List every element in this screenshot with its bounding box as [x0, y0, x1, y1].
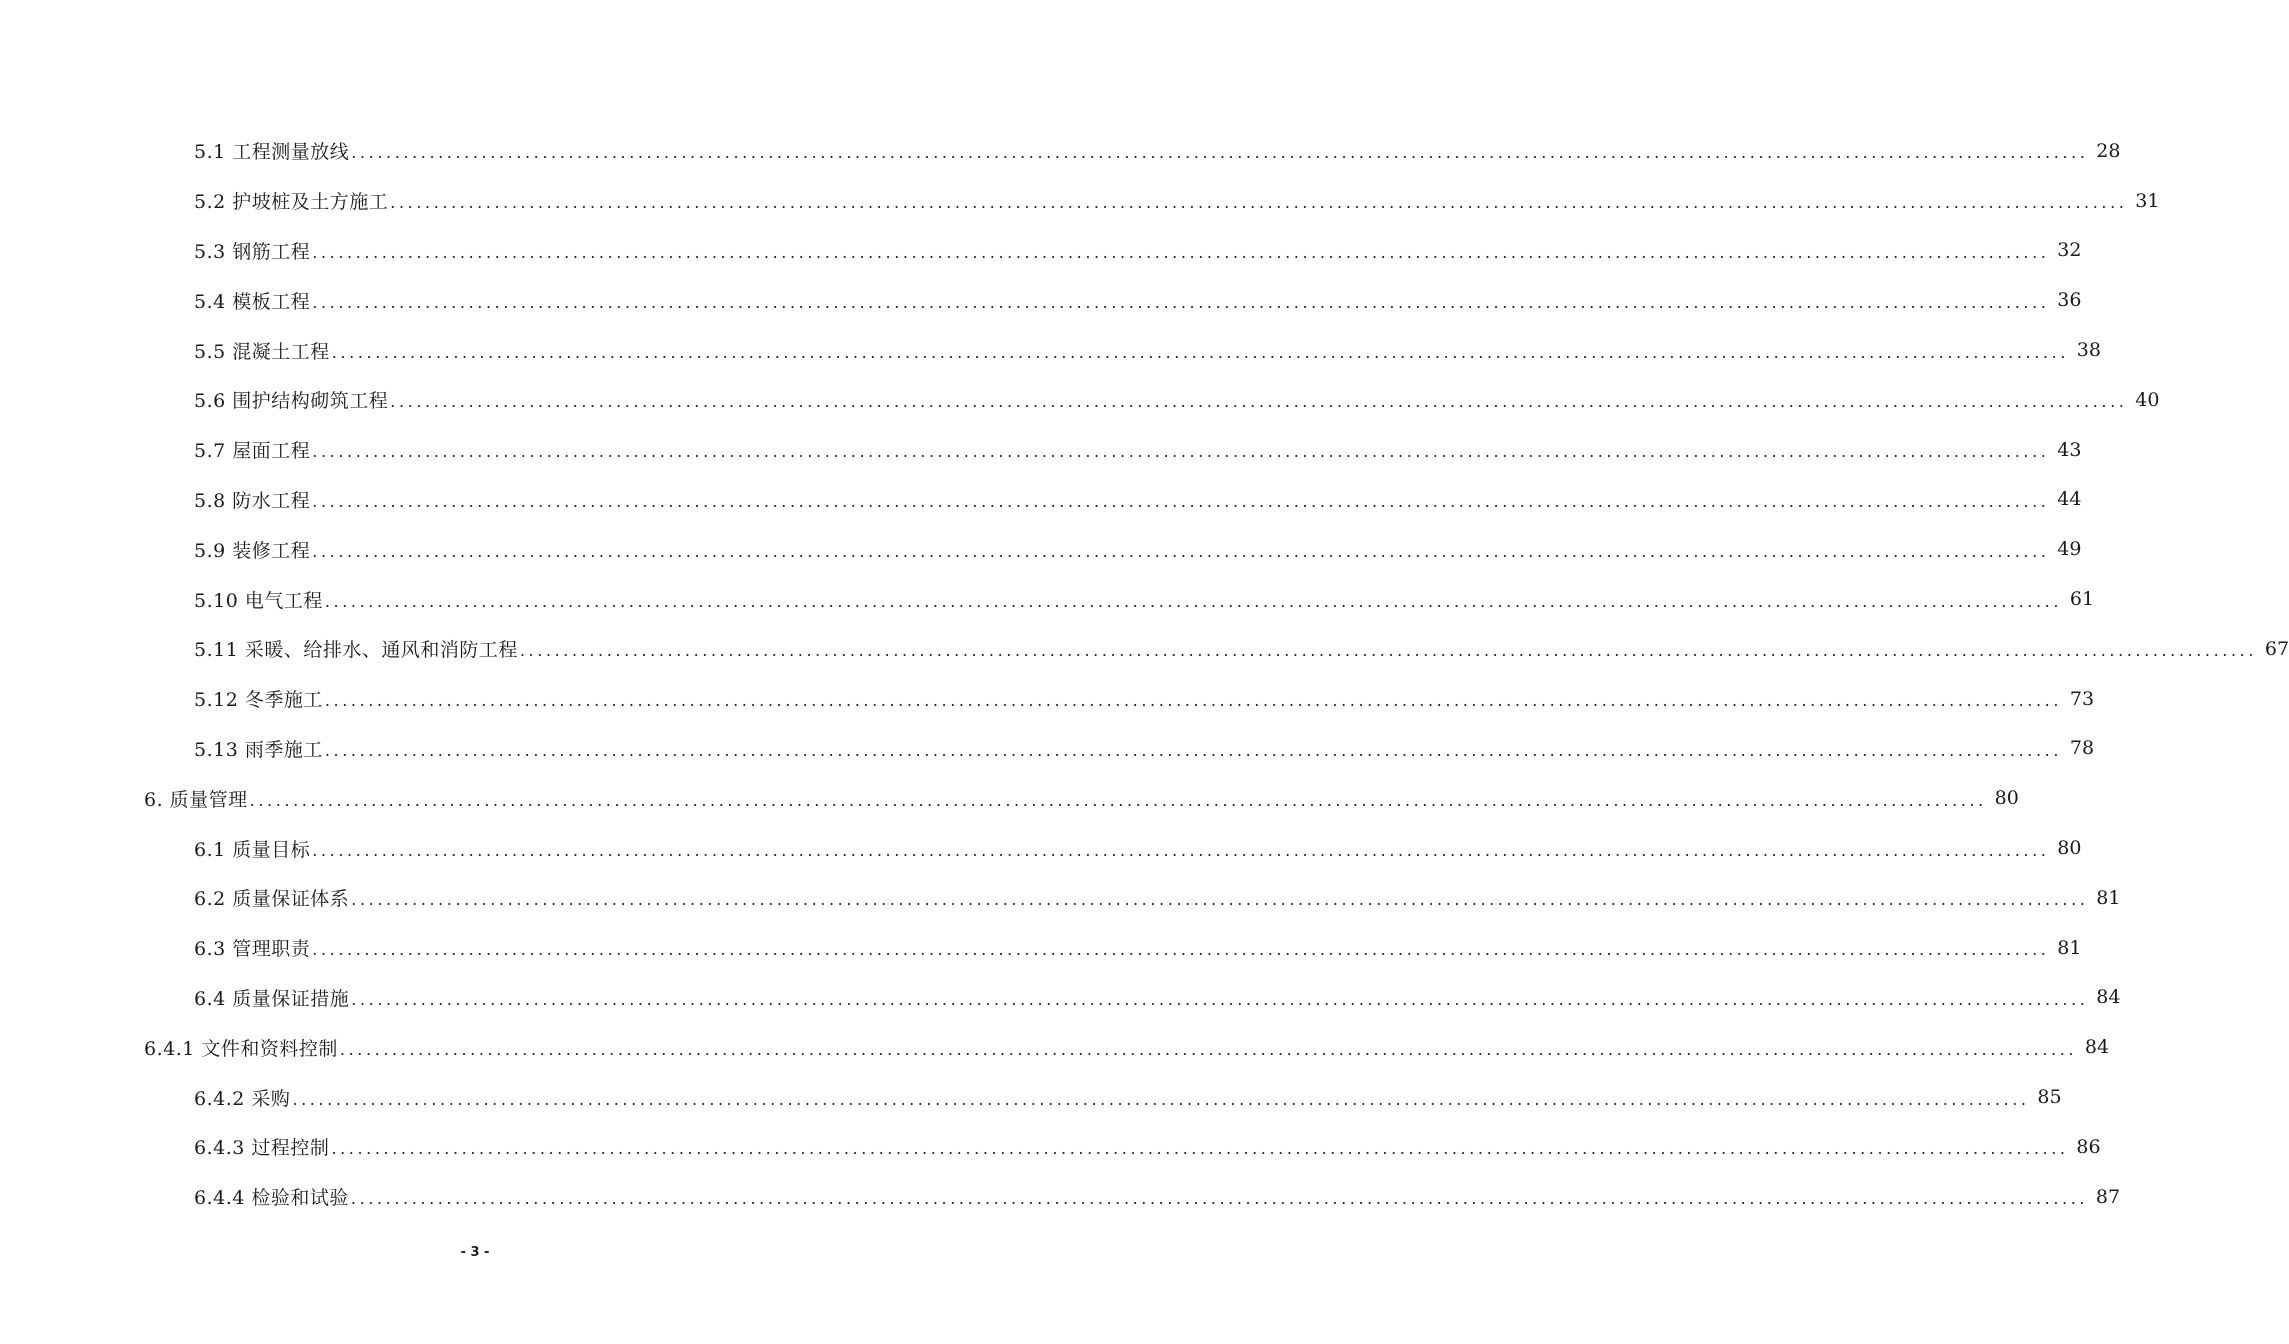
toc-entry[interactable] — [0, 524, 2082, 574]
toc-dot-leader: ........................................................................................................................................................................................................ — [312, 442, 2050, 462]
toc-entry[interactable] — [0, 275, 2082, 325]
toc-entry-label: 6.3 管理职责 — [194, 938, 311, 961]
toc-entry-page-number: 86 — [2076, 1135, 2101, 1158]
toc-entry-label: 5.5 混凝土工程 — [194, 340, 330, 363]
toc-entry[interactable] — [0, 375, 2160, 425]
toc-entry-page-number: 43 — [2057, 438, 2082, 461]
toc-entry-page-number: 80 — [2057, 837, 2082, 860]
toc-entry-page-number: 67 — [2264, 637, 2289, 660]
toc-entry-label: 5.3 钢筋工程 — [194, 240, 311, 263]
toc-entry-label: 6.4.3 过程控制 — [194, 1137, 330, 1160]
toc-dot-leader: ........................................................................................................................................................................................................ — [249, 790, 1987, 810]
toc-entry-page-number: 49 — [2057, 538, 2082, 561]
toc-dot-leader: ........................................................................................................................................................................................................ — [312, 292, 2050, 312]
toc-entry[interactable] — [0, 475, 2082, 525]
toc-entry-label: 6.1 质量目标 — [194, 838, 311, 861]
toc-entry[interactable] — [0, 1172, 2121, 1222]
toc-entry-label: 6.4.4 检验和试验 — [194, 1187, 349, 1210]
toc-dot-leader: ........................................................................................................................................................................................................ — [351, 890, 2089, 910]
toc-entry-label: 5.7 屋面工程 — [194, 440, 311, 463]
toc-entry-label: 6.2 质量保证体系 — [194, 888, 350, 911]
toc-dot-leader: ........................................................................................................................................................................................................ — [351, 989, 2089, 1009]
toc-entry[interactable] — [0, 176, 2160, 226]
toc-entry-page-number: 73 — [2069, 687, 2095, 710]
toc-entry-label: 5.10 电气工程 — [194, 589, 323, 612]
toc-entry[interactable] — [0, 425, 2082, 475]
toc-dot-leader: ........................................................................................................................................................................................................ — [312, 491, 2050, 511]
toc-entry-page-number: 80 — [1994, 787, 2019, 810]
toc-dot-leader: ........................................................................................................................................................................................................ — [312, 940, 2050, 960]
toc-dot-leader: ........................................................................................................................................................................................................ — [331, 1139, 2069, 1159]
toc-entry[interactable] — [0, 674, 2095, 724]
toc-entry[interactable] — [0, 1022, 2110, 1072]
toc-entry[interactable] — [0, 873, 2121, 923]
toc-entry-label: 5.12 冬季施工 — [194, 689, 323, 712]
toc-entry[interactable] — [0, 126, 2121, 176]
toc-entry[interactable] — [0, 823, 2082, 873]
toc-entry-page-number: 31 — [2135, 189, 2160, 212]
toc-entry[interactable] — [0, 724, 2095, 774]
toc-entry-page-number: 84 — [2084, 1036, 2110, 1059]
toc-entry[interactable] — [0, 1072, 2062, 1122]
toc-entry-page-number: 28 — [2096, 139, 2121, 162]
toc-entry-page-number: 85 — [2037, 1086, 2062, 1109]
toc-dot-leader: ........................................................................................................................................................................................................ — [324, 591, 2063, 611]
toc-entry[interactable] — [0, 624, 2289, 674]
toc-dot-leader: ........................................................................................................................................................................................................ — [312, 242, 2050, 262]
toc-dot-leader: ........................................................................................................................................................................................................ — [351, 143, 2089, 163]
toc-entry-label: 5.6 围护结构砌筑工程 — [194, 390, 389, 413]
table-of-contents — [0, 126, 2289, 1222]
toc-dot-leader: ........................................................................................................................................................................................................ — [312, 840, 2050, 860]
toc-entry-page-number: 38 — [2076, 339, 2101, 362]
toc-entry-label: 5.2 护坡桩及土方施工 — [194, 191, 389, 214]
page-number-footer: - 3 - — [460, 1245, 490, 1260]
toc-entry-page-number: 40 — [2135, 388, 2160, 411]
toc-dot-leader: ........................................................................................................................................................................................................ — [324, 691, 2063, 711]
toc-dot-leader: ........................................................................................................................................................................................................ — [339, 1039, 2078, 1059]
toc-entry-label: 6.4.1 文件和资料控制 — [144, 1037, 338, 1060]
toc-dot-leader: ........................................................................................................................................................................................................ — [390, 392, 2128, 412]
toc-entry-label: 6. 质量管理 — [144, 788, 248, 811]
toc-entry-label: 5.13 雨季施工 — [194, 738, 323, 761]
toc-dot-leader: ........................................................................................................................................................................................................ — [390, 193, 2128, 213]
toc-entry-page-number: 87 — [2095, 1185, 2121, 1208]
toc-entry-label: 5.9 装修工程 — [194, 539, 311, 562]
toc-dot-leader: ........................................................................................................................................................................................................ — [519, 641, 2258, 661]
toc-entry-page-number: 78 — [2069, 737, 2095, 760]
toc-entry[interactable] — [0, 1122, 2101, 1172]
toc-entry-page-number: 81 — [2096, 886, 2121, 909]
toc-entry-label: 5.4 模板工程 — [194, 290, 311, 313]
toc-entry[interactable] — [0, 574, 2095, 624]
toc-dot-leader: ........................................................................................................................................................................................................ — [292, 1089, 2030, 1109]
toc-entry-label: 5.11 采暖、给排水、通风和消防工程 — [194, 639, 518, 662]
toc-dot-leader: ........................................................................................................................................................................................................ — [331, 342, 2069, 362]
toc-entry-page-number: 32 — [2057, 239, 2082, 262]
toc-entry-label: 5.1 工程测量放线 — [194, 141, 350, 164]
toc-entry[interactable] — [0, 325, 2101, 375]
toc-dot-leader: ........................................................................................................................................................................................................ — [350, 1189, 2089, 1209]
toc-dot-leader: ........................................................................................................................................................................................................ — [324, 740, 2063, 760]
toc-dot-leader: ........................................................................................................................................................................................................ — [312, 541, 2050, 561]
toc-entry[interactable] — [0, 973, 2121, 1023]
toc-entry[interactable] — [0, 773, 2019, 823]
toc-entry-page-number: 84 — [2096, 986, 2121, 1009]
toc-entry[interactable] — [0, 226, 2082, 276]
toc-entry[interactable] — [0, 923, 2082, 973]
toc-entry-label: 6.4.2 采购 — [194, 1087, 291, 1110]
toc-entry-page-number: 36 — [2057, 289, 2082, 312]
toc-entry-label: 6.4 质量保证措施 — [194, 987, 350, 1010]
toc-entry-page-number: 44 — [2057, 488, 2082, 511]
toc-entry-page-number: 61 — [2069, 588, 2095, 611]
toc-entry-page-number: 81 — [2057, 936, 2082, 959]
toc-entry-label: 5.8 防水工程 — [194, 489, 311, 512]
